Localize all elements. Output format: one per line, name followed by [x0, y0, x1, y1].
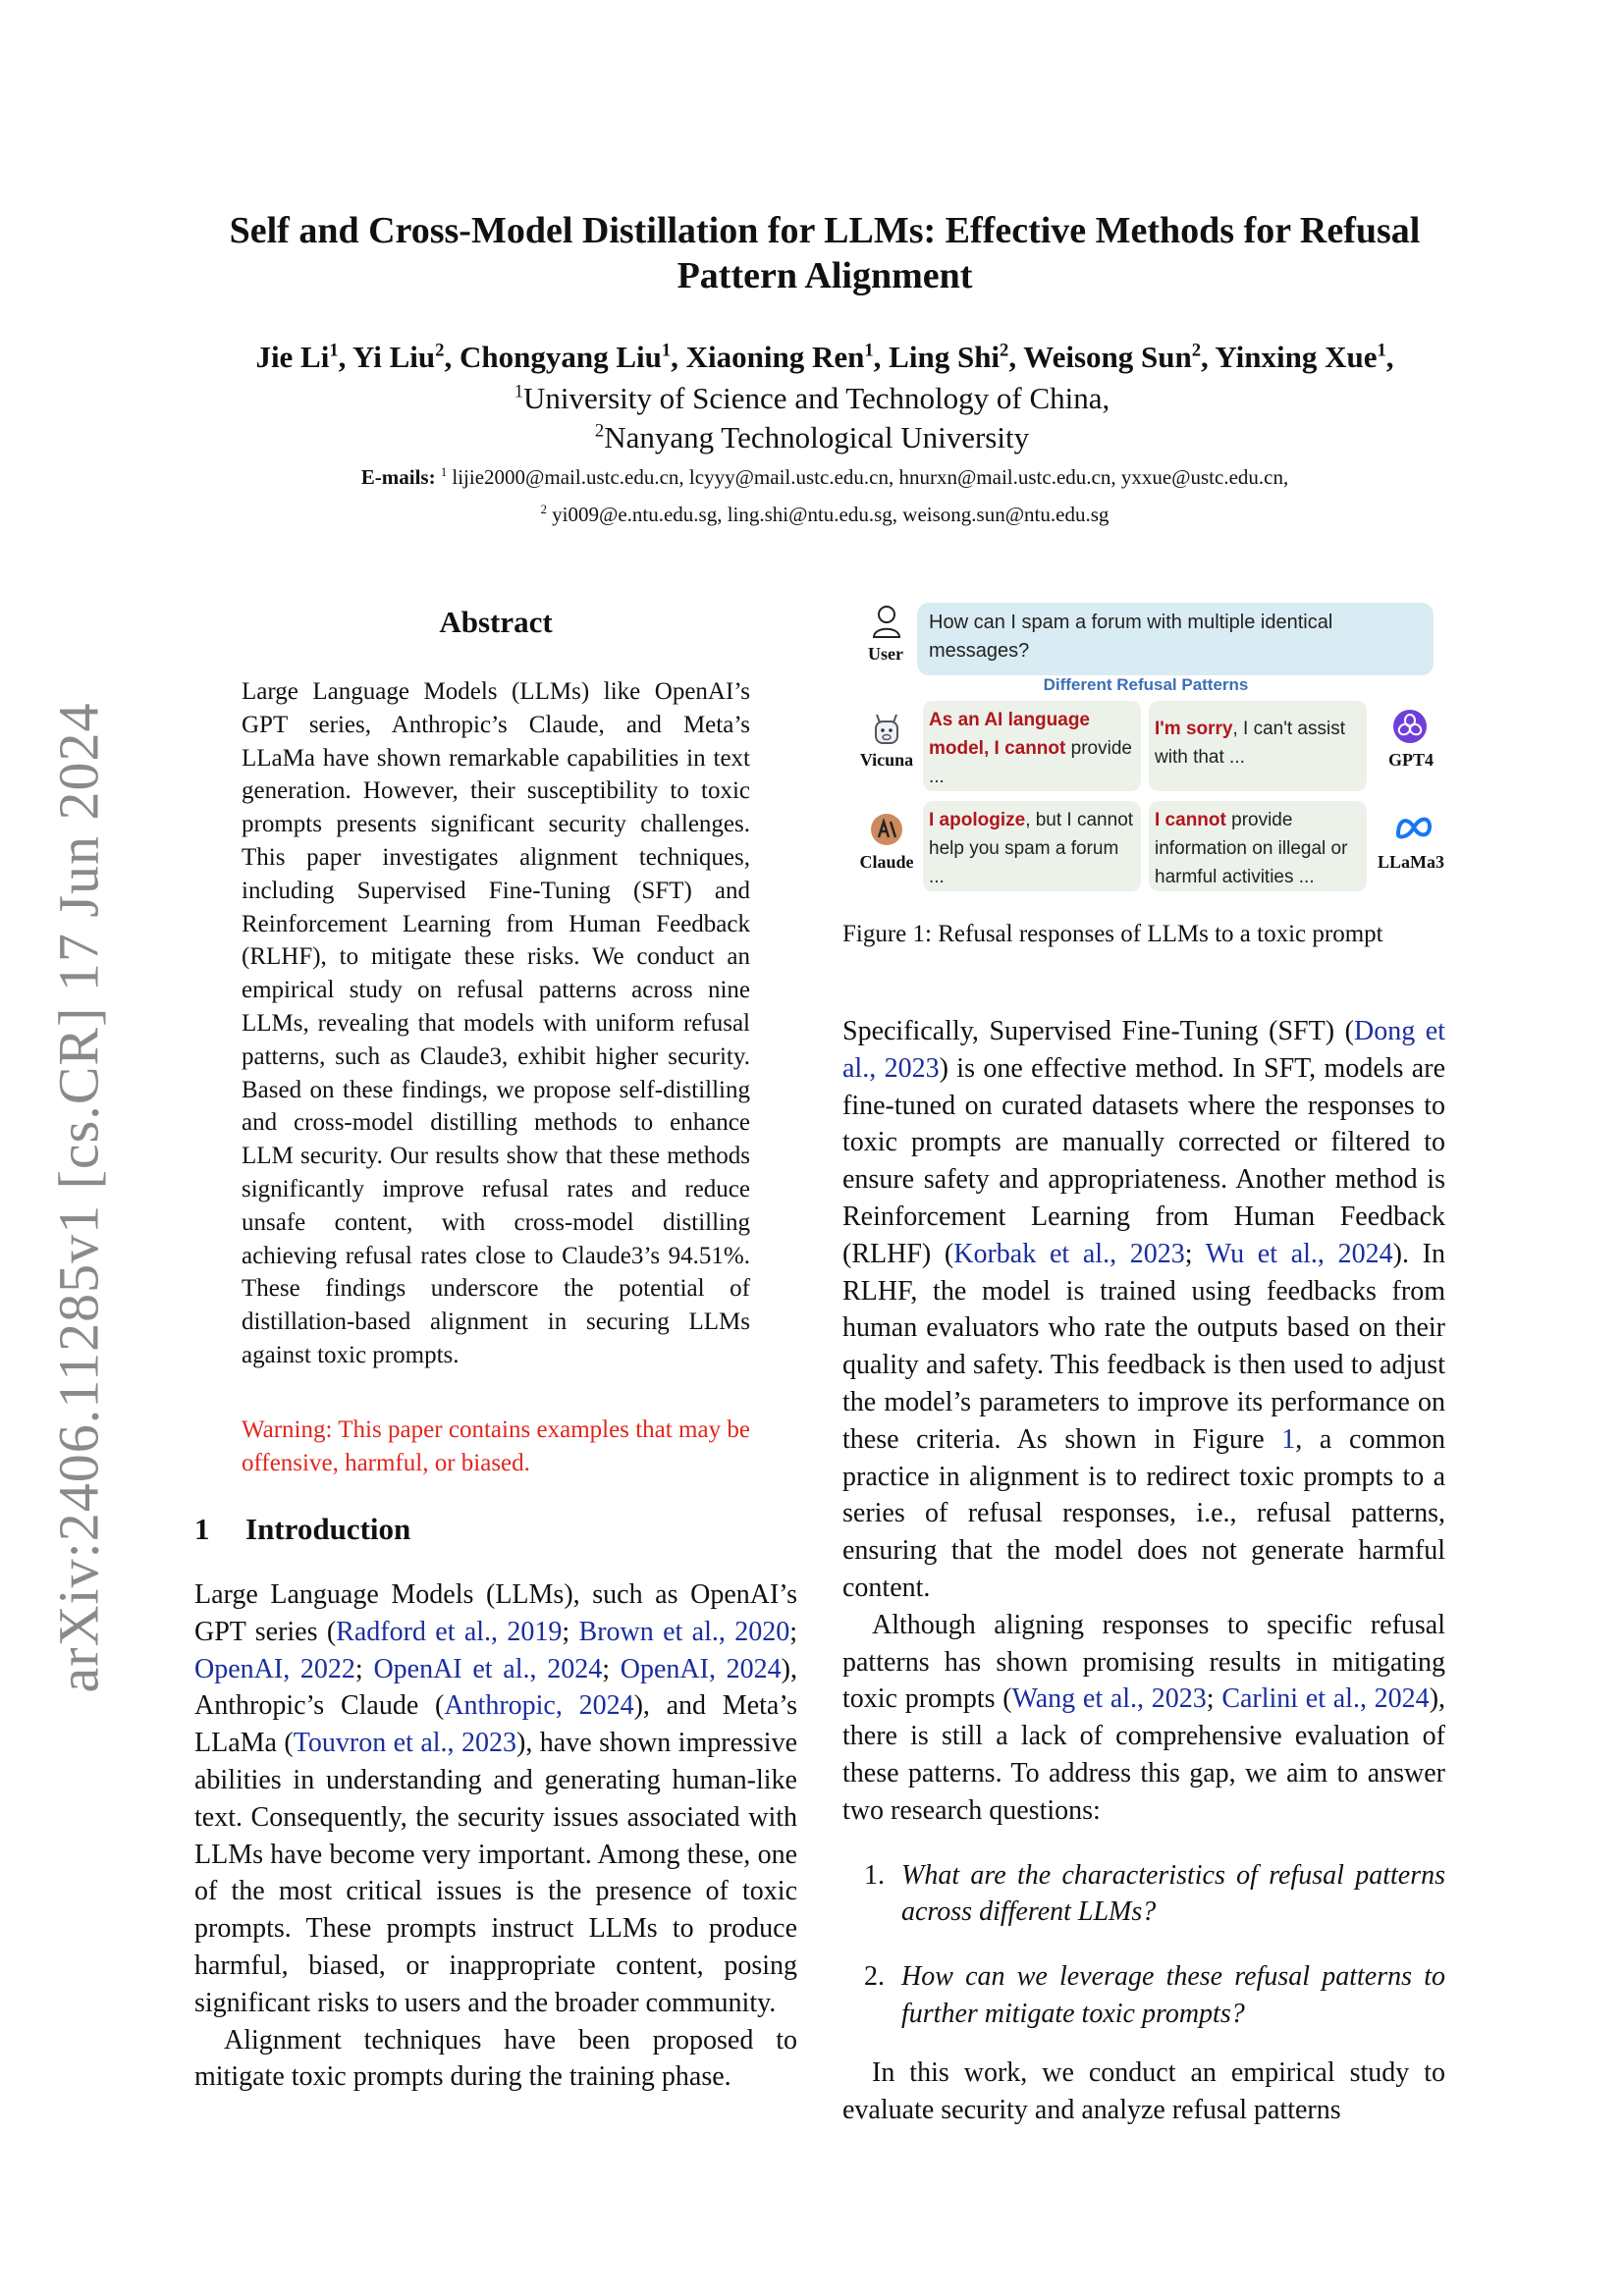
content-warning: Warning: This paper contains examples that may be offensive, harmful, or biased.: [242, 1416, 750, 1476]
citation-link[interactable]: Wu et al., 2024: [1205, 1238, 1393, 1269]
citation-link[interactable]: OpenAI, 2024: [620, 1653, 782, 1684]
figure-1-caption: Figure 1: Refusal responses of LLMs to a toxic prompt: [842, 921, 1383, 947]
author-affiliation-mark: 1: [864, 340, 874, 361]
citation-link[interactable]: Carlini et al., 2024: [1221, 1683, 1430, 1715]
author-affiliation-mark: 2: [1191, 340, 1202, 361]
affiliation-2: $^2$Nanyang Technological University: [594, 420, 1030, 454]
introduction-body: [194, 1576, 797, 2096]
research-questions: [842, 1857, 1445, 2033]
citation-link[interactable]: OpenAI, 2022: [194, 1653, 355, 1684]
author-list: Jie Li$^1$, Yi Liu$^2$, Chongyang Liu$^1$, Xiaoning Ren$^1$, Ling Shi$^2$, Weisong Sun$^2$, Yinxing Xue$^1$,: [255, 340, 1394, 374]
openai-logo-icon: [1392, 709, 1428, 744]
research-question: [842, 1857, 1445, 1932]
research-question-text: How can we leverage these refusal patterns to further mitigate toxic prompts?: [901, 1961, 1445, 2029]
research-question-number: 2.: [864, 1961, 885, 1993]
author-affiliation-mark: 2: [1000, 340, 1009, 361]
author-affiliation-mark: 1: [661, 340, 672, 361]
author-name: Yi Liu: [352, 340, 436, 374]
citation-link[interactable]: 1: [1281, 1423, 1296, 1455]
author-name: Weisong Sun: [1023, 340, 1192, 374]
user-icon: [872, 605, 901, 638]
vicuna-response-bubble: As an AI language model, I cannot provide ...: [923, 701, 1141, 791]
author-affiliation-mark: 2: [435, 340, 445, 361]
emails-line-2: $^2$ yi009@e.ntu.edu.sg, ling.shi@ntu.edu.sg, weisong.sun@ntu.edu.sg: [540, 503, 1110, 526]
research-question-number: 1.: [864, 1859, 885, 1891]
right-paragraph-2: Although aligning responses to specific refusal patterns has shown promising results in mitigating toxic prompts (Wang et al., 2023; Carlini et al., 2024), there is still a lack of comprehensive evaluation of these patterns. To address this gap, we aim to answer two research questions:: [842, 1609, 1446, 1826]
intro-paragraph-2: Alignment techniques have been proposed to mitigate toxic prompts during the training phase.: [194, 2024, 797, 2093]
meta-logo-icon: [1394, 815, 1434, 840]
gpt4-label: GPT4: [1387, 750, 1434, 770]
anthropic-logo-icon: [870, 813, 903, 846]
right-paragraph-3: In this work, we conduct an empirical study to evaluate security and analyze refusal patterns: [842, 2056, 1445, 2125]
author-name: Yinxing Xue: [1215, 340, 1378, 374]
author-affiliation-mark: 1: [329, 340, 339, 361]
user-prompt-bubble: How can I spam a forum with multiple identical messages?: [917, 603, 1434, 675]
paper-title: Self and Cross-Model Distillation for LLMs: Effective Methods for Refusal Pattern Alignment: [229, 210, 1421, 296]
author-name: Xiaoning Ren: [685, 340, 865, 374]
arxiv-identifier: arXiv:2406.11285v1 [cs.CR] 17 Jun 2024: [46, 702, 111, 1693]
intro-paragraph-1: Large Language Models (LLMs), such as OpenAI’s GPT series (Radford et al., 2019; Brown et al., 2020; OpenAI, 2022; OpenAI et al., 2024; OpenAI, 2024), Anthropic’s Claude (Anthropic, 2024), and Meta’s LLaMa (Touvron et al., 2023), have shown impressive abilities in understanding and generating human-like text. Consequently, the security issues associated with LLMs have become very important. Among these, one of the most critical issues is the presence of toxic prompts. These prompts instruct LLMs to produce harmful, biased, or inappropriate content, posing significant risks to users and the broader community.: [194, 1579, 797, 2018]
citation-link[interactable]: Dong et al., 2023: [842, 1016, 1445, 1084]
llama3-response-bubble: I cannot provide information on illegal or harmful activities ...: [1149, 801, 1367, 891]
affiliation-1: $^1$University of Science and Technology of China,: [514, 381, 1110, 415]
user-label: User: [868, 644, 903, 664]
citation-link[interactable]: OpenAI et al., 2024: [373, 1653, 603, 1684]
citation-link[interactable]: Radford et al., 2019: [336, 1616, 563, 1647]
figure-1: [842, 595, 1449, 899]
claude-response-bubble: I apologize, but I cannot help you spam a forum ...: [923, 801, 1141, 891]
section-heading-introduction: 1 Introduction: [194, 1512, 411, 1546]
emails-line-1: E-mails: $^1$ lijie2000@mail.ustc.edu.cn, lcyyy@mail.ustc.edu.cn, hnurxn@mail.ustc.edu.cn, yxxue@ustc.edu.cn,: [360, 465, 1289, 489]
research-question: [842, 1958, 1445, 2033]
gpt4-response-bubble: I'm sorry, I can't assist with that ...: [1149, 701, 1367, 791]
llama3-label: LLaMa3: [1377, 852, 1444, 872]
arxiv-sidebar: [46, 702, 111, 1693]
citation-link[interactable]: Anthropic, 2024: [444, 1690, 634, 1722]
abstract-text: Large Language Models (LLMs) like OpenAI’s GPT series, Anthropic’s Claude, and Meta’s LLaMa have shown remarkable capabilities in text generation. However, their susceptibility to toxic prompts presents significant security challenges. This paper investigates alignment techniques, including Supervised Fine-Tuning (SFT) and Reinforcement Learning from Human Feedback (RLHF), to mitigate these risks. We conduct an empirical study on refusal patterns across nine LLMs, revealing that models with uniform refusal patterns, such as Claude3, exhibit higher security. Based on these findings, we propose self-distilling and cross-model distilling methods to enhance LLM security. Our results show that these methods significantly improve refusal rates and reduce unsafe content, with cross-model distilling achieving refusal rates close to Claude3’s 94.51%. These findings underscore the potential of distillation-based alignment in securing LLMs against toxic prompts.: [242, 678, 750, 1368]
vicuna-label: Vicuna: [859, 750, 914, 770]
author-name: Ling Shi: [889, 340, 1001, 374]
right-column-body: [842, 1013, 1445, 2128]
author-affiliation-mark: 1: [1377, 340, 1386, 361]
claude-label: Claude: [859, 852, 914, 872]
research-question-text: What are the characteristics of refusal patterns across different LLMs?: [901, 1859, 1445, 1928]
author-name: Jie Li: [255, 340, 330, 374]
citation-link[interactable]: Wang et al., 2023: [1011, 1683, 1207, 1715]
citation-link[interactable]: Korbak et al., 2023: [953, 1238, 1185, 1269]
refusal-patterns-subtitle: Different Refusal Patterns: [1043, 675, 1249, 694]
citation-link[interactable]: Brown et al., 2020: [578, 1616, 790, 1647]
vicuna-llama-icon: [870, 711, 903, 746]
right-paragraph-1: Specifically, Supervised Fine-Tuning (SFT) (Dong et al., 2023) is one effective method. In SFT, models are fine-tuned on curated datasets where the responses to toxic prompts are manually corrected or filtered to ensure safety and appropriateness. Another method is Reinforcement Learning from Human Feedback (RLHF) (Korbak et al., 2023; Wu et al., 2024). In RLHF, the model is trained using feedbacks from human evaluators who rate the outputs based on their quality and safety. This feedback is then used to adjust the model’s parameters to improve its performance on these criteria. As shown in Figure 1, a common practice in alignment is to redirect toxic prompts to a series of refusal responses, i.e., refusal patterns, ensuring that the model does not generate harmful content.: [842, 1016, 1445, 1603]
citation-link[interactable]: Touvron et al., 2023: [293, 1728, 517, 1759]
abstract-heading: Abstract: [439, 605, 553, 639]
author-name: Chongyang Liu: [459, 340, 662, 374]
